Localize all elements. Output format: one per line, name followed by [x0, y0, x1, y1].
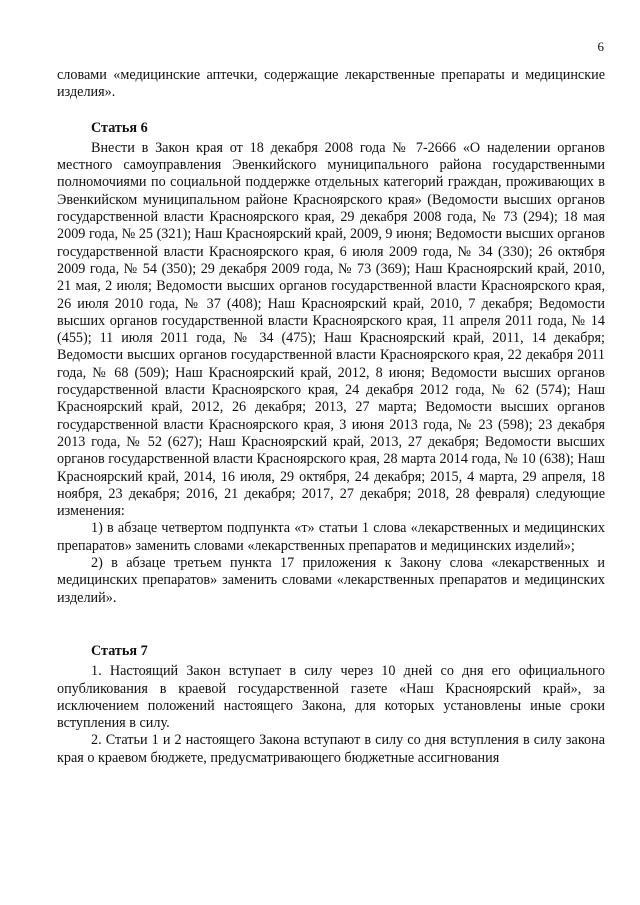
document-body — [57, 67, 605, 767]
article-6-body: Внести в Закон края от 18 декабря 2008 года № 7-2666 «О наделении органов местного самоуправления Эвенкийского муниципального района государственными полномочиями по социальной поддержке отдельных категорий граждан, проживающих в Эвенкийском муниципальном районе Красноярского края» (Ведомости высших органов государственной власти Красноярского края, 29 декабря 2008 года, № 73 (294); 18 мая 2009 года, № 25 (321); Наш Красноярский край, 2009, 9 июня; Ведомости высших органов государственной власти Красноярского края, 6 июля 2009 года, № 34 (330); 26 октября 2009 года, № 54 (350); 29 декабря 2009 года, № 73 (369); Наш Красноярский край, 2010, 21 мая, 2 июля; Ведомости высших органов государственной власти Красноярского края, 26 июля 2010 года, № 37 (408); Наш Красноярский край, 2010, 7 декабря; Ведомости высших органов государственной власти Красноярского края, 11 апреля 2011 года, № 14 (455); 11 июля 2011 года, № 34 (475); Наш Красноярский край, 2011, 14 декабря; Ведомости высших органов государственной власти Красноярского края, 22 декабря 2011 года, № 68 (509); Наш Красноярский край, 2012, 8 июня; Ведомости высших органов государственной власти Красноярского края, 24 декабря 2012 года, № 62 (574); Наш Красноярский край, 2012, 26 декабря; 2013, 27 марта; Ведомости высших органов государственной власти Красноярского края, 3 июня 2013 года, № 23 (598); 23 декабря 2013 года, № 52 (627); Наш Красноярский край, 2013, 27 декабря; Ведомости высших органов государственной власти Красноярского края, 28 марта 2014 года, № 10 (638); Наш Красноярский край, 2014, 16 июля, 29 октября, 24 декабря; 2015, 4 марта, 29 апреля, 18 ноября, 23 декабря; 2016, 21 декабря; 2017, 27 декабря; 2018, 28 февраля) следующие изменения: — [57, 139, 605, 520]
page-number: 6 — [597, 39, 604, 54]
article-7-paragraph-1: 1. Настоящий Закон вступает в силу через 10 дней со дня его официального опубликования в краевой государственной газете «Наш Красноярский край», за исключением положений настоящего Закона, для которых установлены иные сроки вступления в силу. — [57, 663, 605, 732]
article-6-item-1: 1) в абзаце четвертом подпункта «т» статьи 1 слова «лекарственных и медицинских препаратов» заменить словами «лекарственных препаратов и медицинских изделий»; — [57, 520, 605, 554]
article-7-paragraph-2: 2. Статьи 1 и 2 настоящего Закона вступают в силу со дня вступления в силу закона края о краевом бюджете, предусматривающего бюджетные ассигнования — [57, 732, 605, 766]
article-6-item-2: 2) в абзаце третьем пункта 17 приложения к Закону слова «лекарственных и медицинских препаратов» заменить словами «лекарственных препаратов и медицинских изделий». — [57, 555, 605, 606]
intro-fragment: словами «медицинские аптечки, содержащие лекарственные препараты и медицинские изделия». — [57, 67, 605, 101]
article-6-title: Статья 6 — [91, 119, 148, 136]
article-7-title: Статья 7 — [91, 642, 148, 659]
